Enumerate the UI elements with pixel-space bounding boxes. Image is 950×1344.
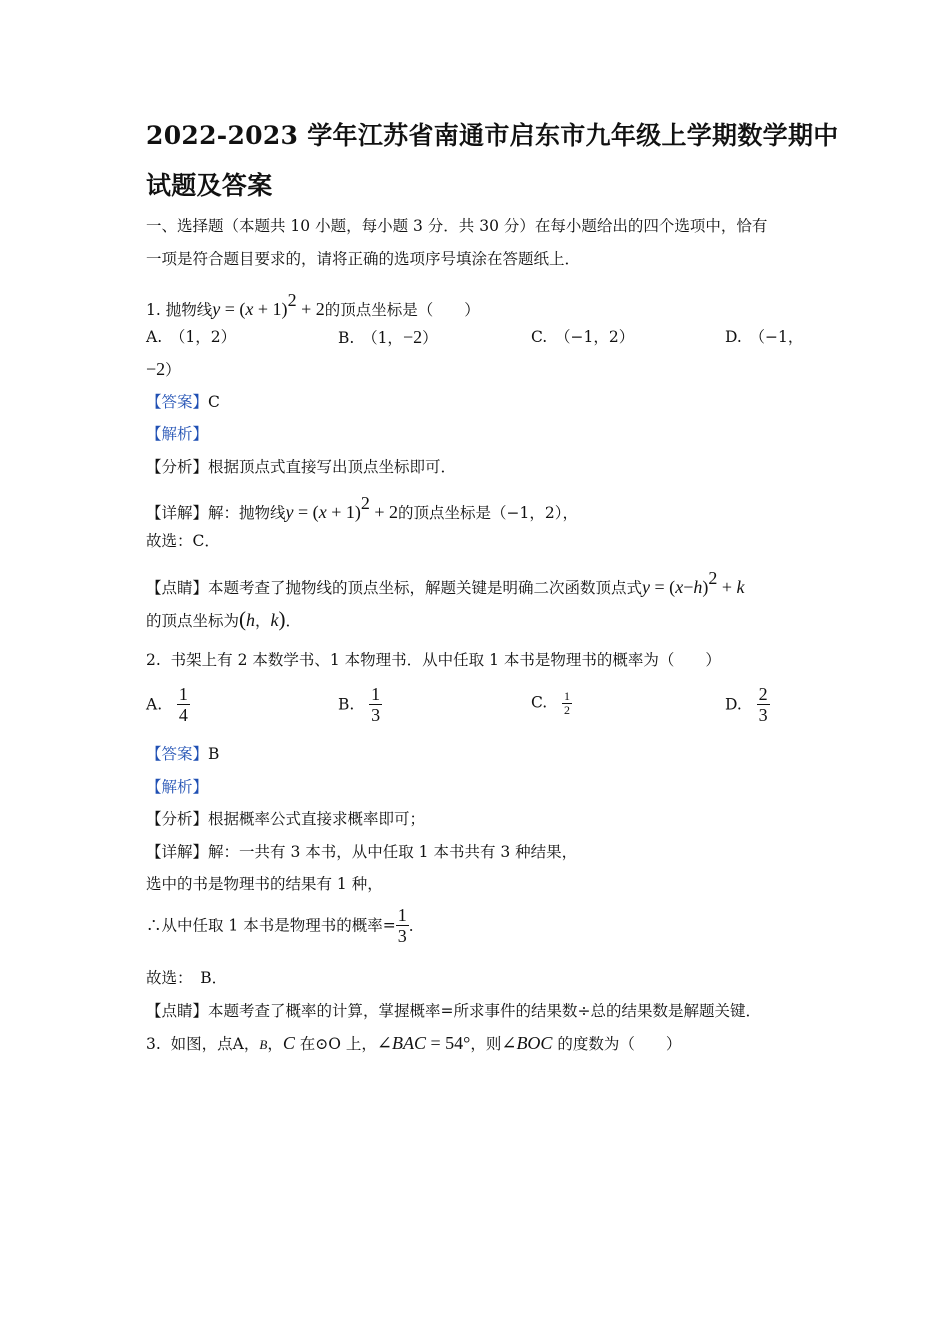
point-label-b: B	[259, 1037, 268, 1052]
fraction-denominator: 4	[178, 704, 188, 725]
formula-part: = (	[650, 577, 676, 597]
formula-var-y: y	[285, 502, 294, 522]
q1-analysis-tag: 【解析】	[146, 425, 209, 443]
formula-var-x: x	[318, 502, 327, 522]
question-text: 抛物线	[165, 301, 213, 319]
fraction	[396, 906, 409, 947]
comment-text: 本题考查了抛物线的顶点坐标，解题关键是明确二次函数顶点式	[208, 579, 643, 597]
fraction-denominator: 2	[564, 702, 571, 717]
fraction-denominator: 3	[758, 704, 768, 725]
detail-tag: 【详解】	[146, 504, 209, 522]
q2-detail-line3	[146, 906, 424, 947]
fenxi-tag: 【分析】	[146, 458, 209, 476]
q2-option-b	[338, 685, 382, 726]
detail-text: 解：抛物线	[208, 504, 286, 522]
answer-tag: 【答案】	[146, 745, 209, 763]
formula-sep: ，	[255, 612, 271, 630]
question-text: 书架上有 2 本数学书、1 本物理书．从中任取 1 本书是物理书的概率为（ ）	[170, 651, 721, 669]
fraction-numerator: 1	[371, 684, 381, 704]
question-3-stem	[146, 1033, 681, 1055]
formula-part: = (	[293, 502, 319, 522]
formula-var-y: y	[212, 299, 221, 319]
question-number: 2.	[146, 651, 161, 669]
formula-paren: )	[702, 577, 709, 597]
comment-text: ．	[285, 612, 302, 630]
page-title-line1: 2022-2023 学年江苏省南通市启东市九年级上学期数学期中	[146, 121, 839, 150]
comment-text: 本题考查了概率的计算，掌握概率=所求事件的结果数÷总的结果数是解题关键．	[208, 1002, 761, 1020]
question-number: 1.	[146, 301, 161, 319]
formula-paren: (	[239, 607, 247, 631]
formula-paren: )	[278, 607, 286, 631]
fraction-numerator: 1	[397, 905, 407, 925]
detail-text: ．	[408, 916, 425, 935]
q2-comment	[146, 1001, 761, 1021]
option-label: C.	[531, 693, 548, 712]
formula-exponent: 2	[708, 568, 718, 588]
q2-option-d	[725, 685, 770, 726]
detail-tag: 【详解】	[146, 843, 209, 861]
option-close: ）	[422, 329, 438, 347]
option-label: A.	[146, 695, 163, 714]
detail-text: ∴从中任取 1 本书是物理书的概率=	[146, 916, 396, 935]
question-number: 3.	[146, 1035, 161, 1053]
q2-choose: 故选： B．	[146, 969, 228, 987]
formula-var-x: x	[245, 299, 254, 319]
q2-analysis-tag: 【解析】	[146, 778, 209, 796]
q1-choose: 故选：C．	[146, 532, 220, 550]
fraction-numerator: 1	[178, 684, 188, 704]
q2-detail	[146, 842, 577, 862]
fraction	[177, 685, 190, 726]
q1-comment-line2	[146, 609, 301, 631]
q1-answer	[146, 392, 220, 412]
question-text: 在⊙O 上，	[294, 1035, 377, 1053]
comment-text: 的顶点坐标为	[146, 612, 240, 630]
question-1-stem	[146, 290, 480, 320]
comment-tag: 【点睛】	[146, 579, 209, 597]
page-title-line2: 试题及答案	[146, 171, 273, 200]
q2-detail-line2: 选中的书是物理书的结果有 1 种，	[146, 875, 383, 893]
formula-var-h: h	[246, 610, 256, 630]
formula-var-h: h	[693, 577, 703, 597]
fenxi-tag: 【分析】	[146, 810, 209, 828]
comment-tag: 【点睛】	[146, 1002, 209, 1020]
q1-option-c: C. （−1，2）	[531, 328, 635, 346]
detail-text: 的顶点坐标是（−1，2），	[398, 504, 578, 522]
q1-option-d-wrap	[146, 359, 181, 380]
question-2-stem	[146, 650, 721, 670]
q1-option-d: D. （−1，	[725, 328, 804, 346]
fraction-denominator: 3	[371, 704, 381, 725]
section-intro-line1: 一、选择题（本题共 10 小题，每小题 3 分．共 30 分）在每小题给出的四个选项中，恰有	[146, 217, 768, 235]
question-text: 的顶点坐标是（ ）	[324, 301, 480, 319]
question-text: ，则	[470, 1035, 502, 1053]
q1-fenxi	[146, 457, 456, 477]
formula-var-k: k	[736, 577, 745, 597]
fraction-numerator: 2	[758, 684, 768, 704]
formula-exponent: 2	[287, 290, 297, 310]
angle-boc: ∠BOC	[501, 1033, 553, 1053]
formula-part: + 2	[369, 502, 398, 522]
formula-var-x: x	[675, 577, 684, 597]
question-text: 如图，点A，	[170, 1035, 260, 1053]
angle-bac: ∠BAC	[376, 1033, 426, 1053]
fraction-denominator: 3	[397, 925, 407, 946]
q2-option-a	[146, 685, 190, 726]
q1-detail	[146, 493, 578, 523]
fraction	[369, 685, 382, 726]
formula-part: + 2	[296, 299, 325, 319]
formula-plus: +	[717, 577, 737, 597]
point-label-c: C	[282, 1033, 295, 1053]
formula-part: + 1)	[326, 502, 361, 522]
detail-text: 解：一共有 3 本书，从中任取 1 本书共有 3 种结果，	[208, 843, 578, 861]
fenxi-text: 根据顶点式直接写出顶点坐标即可．	[208, 458, 457, 476]
option-value: −2	[146, 359, 166, 379]
answer-tag: 【答案】	[146, 393, 209, 411]
answer-letter: C	[208, 393, 220, 411]
section-intro-line2: 一项是符合题目要求的，请将正确的选项序号填涂在答题纸上．	[146, 250, 581, 268]
question-text: 的度数为（ ）	[552, 1035, 682, 1053]
formula-part: + 1)	[253, 299, 288, 319]
q1-option-a: A. （1，2）	[146, 328, 237, 346]
option-close: ）	[165, 361, 181, 379]
q1-option-b	[338, 327, 438, 348]
q2-answer	[146, 744, 219, 764]
fraction	[757, 685, 770, 726]
formula-minus: −	[683, 577, 694, 597]
option-label: B. （1，	[338, 329, 403, 347]
q2-option-c	[531, 690, 572, 717]
option-value: −2	[402, 327, 423, 347]
option-label: D.	[725, 695, 742, 714]
formula-exponent: 2	[360, 493, 370, 513]
formula-part: = (	[220, 299, 246, 319]
q2-fenxi	[146, 809, 425, 829]
fraction	[562, 690, 572, 717]
formula-var-y: y	[642, 577, 651, 597]
formula-var-k: k	[270, 610, 279, 630]
answer-letter: B	[208, 745, 220, 763]
angle-value: = 54°	[425, 1033, 471, 1053]
q1-comment	[146, 568, 745, 598]
option-label: B.	[338, 695, 355, 714]
question-text: ，	[267, 1035, 283, 1053]
fenxi-text: 根据概率公式直接求概率即可；	[208, 810, 426, 828]
fraction-numerator: 1	[564, 689, 571, 703]
